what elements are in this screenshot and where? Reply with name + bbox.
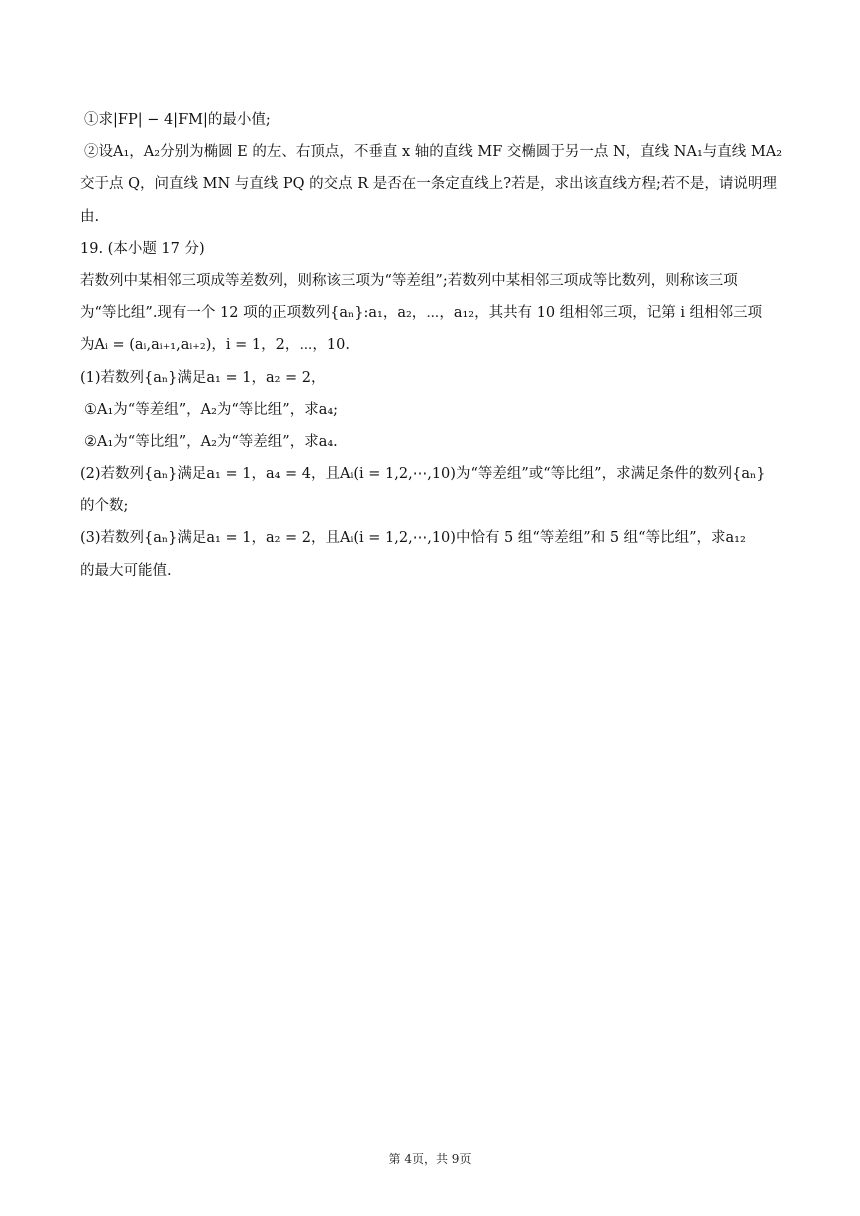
text-line: ①求|FP| − 4|FM|的最小值; — [84, 112, 271, 128]
text-line: ①A₁为“等差组”，A₂为“等比组”，求a₄; — [84, 401, 339, 418]
text-line: 由. — [80, 208, 100, 225]
text-line: 交于点 Q，问直线 MN 与直线 PQ 的交点 R 是否在一条定直线上?若是，求出该直线方程;若不是，请说明理 — [80, 176, 777, 193]
text-line: 为Aᵢ = (aᵢ,aᵢ₊₁,aᵢ₊₂)，i = 1，2，⋯，10. — [80, 337, 350, 354]
text-line: 为“等比组”.现有一个 12 项的正项数列{aₙ}:a₁，a₂，⋯，a₁₂，其共有 10 组相邻三项，记第 i 组相邻三项 — [80, 305, 763, 322]
text-line: 的个数; — [80, 498, 129, 515]
problem-heading: 19. (本小题 17 分) — [80, 240, 205, 257]
text-line: (1)若数列{aₙ}满足a₁ = 1，a₂ = 2， — [80, 369, 326, 386]
text-line: 的最大可能值. — [80, 562, 172, 579]
text-line: ②A₁为“等比组”，A₂为“等差组”，求a₄. — [84, 433, 338, 450]
text-line: 若数列中某相邻三项成等差数列，则称该三项为“等差组”;若数列中某相邻三项成等比数列，则称该三项 — [80, 272, 738, 289]
text-line: ②设A₁，A₂分别为椭圆 E 的左、右顶点，不垂直 x 轴的直线 MF 交椭圆于另一点 N，直线 NA₁与直线 MA₂ — [84, 144, 783, 161]
problem-text — [80, 110, 784, 593]
text-line: (3)若数列{aₙ}满足a₁ = 1，a₂ = 2，且Aᵢ(i = 1,2,⋯,10)中恰有 5 组“等差组”和 5 组“等比组”，求a₁₂ — [80, 530, 746, 547]
page-footer: 第 4页，共 9页 — [388, 1152, 472, 1166]
text-line: (2)若数列{aₙ}满足a₁ = 1，a₄ = 4，且Aᵢ(i = 1,2,⋯,10)为“等差组”或“等比组”，求满足条件的数列{aₙ} — [80, 466, 766, 483]
